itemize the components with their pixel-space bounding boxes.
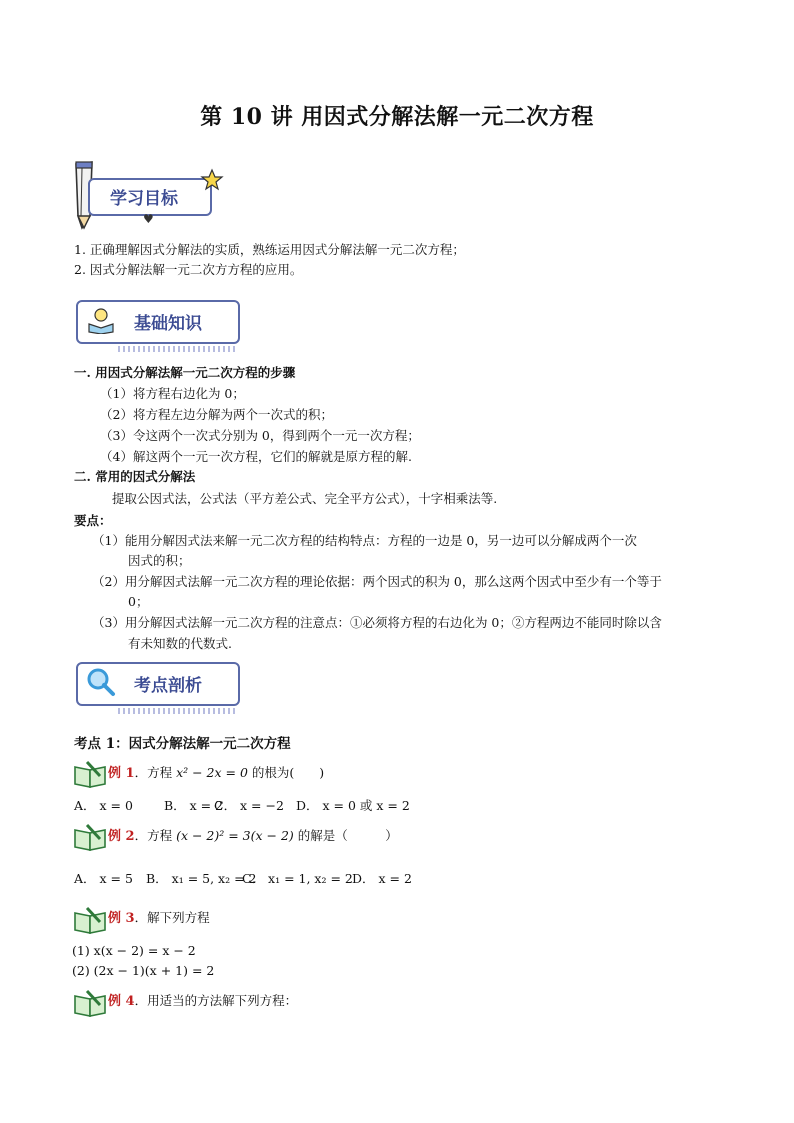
section2-text: 提取公因式法，公式法（平方差公式、完全平方公式），十字相乘法等. <box>112 491 498 506</box>
example-label: 例 2 <box>108 829 135 844</box>
option-a: A． x = 5 <box>74 871 133 886</box>
example-4 <box>108 991 297 1012</box>
example-stem: ．用适当的方法解下列方程： <box>134 993 298 1008</box>
example-label: 例 3 <box>108 911 135 926</box>
option-a: A． x = 0 <box>74 798 133 813</box>
kaodian-heading: 考点 1：因式分解法解一元二次方程 <box>74 736 291 752</box>
sub-problem: (2) (2x − 1)(x + 1) = 2 <box>72 963 215 978</box>
point-item-cont: 0； <box>128 594 149 609</box>
example-2 <box>108 826 398 847</box>
option-c: C． x = −2 <box>214 798 284 813</box>
step-item: （1）将方程右边化为 0； <box>100 386 245 401</box>
example-label: 例 1 <box>108 766 135 781</box>
point-item: （1）能用分解因式法来解一元二次方程的结构特点：方程的一边是 0，另一边可以分解成两个一次 <box>92 533 637 548</box>
option-c: C． x₁ = 1, x₂ = 2 <box>242 871 353 886</box>
goal-item: 1. 正确理解因式分解法的实质，熟练运用因式分解法解一元二次方程； <box>74 242 465 257</box>
option-b: B． x₁ = 5, x₂ = 2 <box>146 871 257 886</box>
example-1 <box>108 763 324 784</box>
point-item: （2）用分解因式法解一元二次方程的理论依据：两个因式的积为 0，那么这两个因式中至少有一个等于 <box>92 574 662 589</box>
example-stem: ．方程 <box>134 765 177 780</box>
equation: (x − 2)² = 3(x − 2) <box>176 828 294 843</box>
example-stem: 的解是（ ） <box>293 828 398 843</box>
option-b: B． x = 2 <box>164 798 224 813</box>
option-d: D． x = 0 或 x = 2 <box>296 798 410 813</box>
point-item: （3）用分解因式法解一元二次方程的注意点：①必须将方程的右边化为 0；②方程两边不能同时除以含 <box>92 615 662 630</box>
goals-banner-label: 学习目标 <box>110 189 178 209</box>
analysis-banner-label: 考点剖析 <box>134 676 202 696</box>
equation: x² − 2x = 0 <box>176 765 248 780</box>
goal-item: 2. 因式分解法解一元二次方方程的应用。 <box>74 262 303 277</box>
point-item-cont: 有未知数的代数式. <box>128 636 232 651</box>
basics-banner-label: 基础知识 <box>134 314 202 334</box>
example-book-icon <box>73 905 109 935</box>
example-book-icon <box>73 759 109 789</box>
example-3 <box>108 908 210 929</box>
section2-heading: 二. 常用的因式分解法 <box>74 469 196 484</box>
example-stem: ．方程 <box>134 828 177 843</box>
step-item: （3）令这两个一次式分别为 0，得到两个一元一次方程； <box>100 428 420 443</box>
step-item: （2）将方程左边分解为两个一次式的积； <box>100 407 333 422</box>
book-lightbulb-icon <box>86 306 116 334</box>
point-item-cont: 因式的积； <box>128 553 191 568</box>
example-book-icon <box>73 822 109 852</box>
example-stem: ．解下列方程 <box>134 910 210 925</box>
section1-heading: 一. 用因式分解法解一元二次方程的步骤 <box>74 365 296 380</box>
example-label: 例 4 <box>108 994 135 1009</box>
heart-icon: ♥ <box>143 212 154 226</box>
magnifier-icon <box>86 667 116 697</box>
sub-problem: (1) x(x − 2) = x − 2 <box>72 943 196 958</box>
example-book-icon <box>73 988 109 1018</box>
example-stem: 的根为( ) <box>247 765 325 780</box>
star-icon <box>200 168 224 192</box>
points-heading: 要点： <box>74 513 112 528</box>
step-item: （4）解这两个一元一次方程，它们的解就是原方程的解. <box>100 449 412 464</box>
option-d: D． x = 2 <box>352 871 412 886</box>
page-title: 第 10 讲 用因式分解法解一元二次方程 <box>200 104 594 130</box>
